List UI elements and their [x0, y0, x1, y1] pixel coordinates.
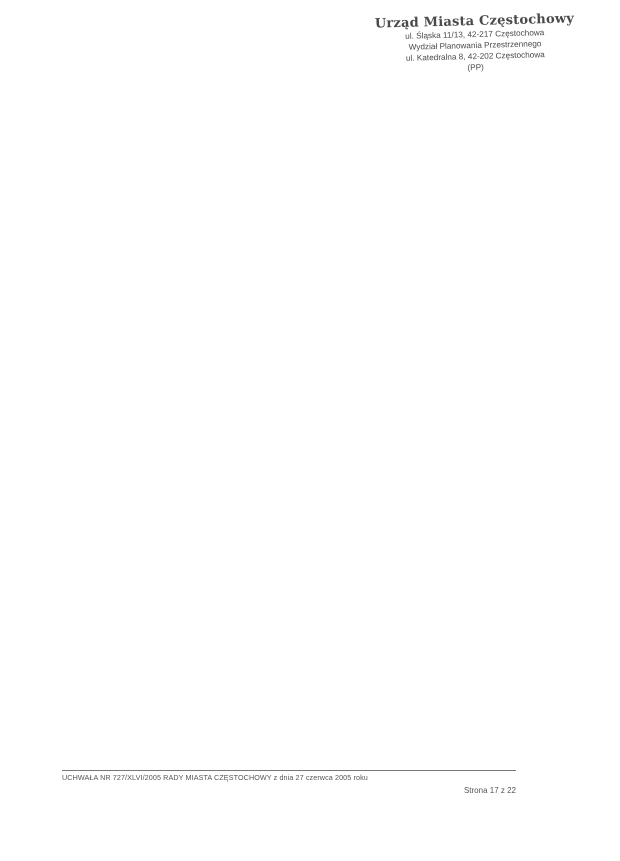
- office-stamp: [359, 11, 590, 76]
- footer-resolution: UCHWAŁA NR 727/XLVI/2005 RADY MIASTA CZĘSTOCHOWY z dnia 27 czerwca 2005 roku: [62, 773, 368, 782]
- stamp-department: Wydział Planowania Przestrzennego: [408, 39, 542, 52]
- stamp-code: (PP): [467, 62, 484, 73]
- footer-divider: [62, 770, 516, 771]
- page-number: Strona 17 z 22: [463, 786, 516, 795]
- stamp-address-2: ul. Katedralna 8, 42-202 Częstochowa: [405, 50, 545, 63]
- stamp-address-1: ul. Śląska 11/13, 42-217 Częstochowa: [405, 28, 545, 41]
- stamp-title: Urząd Miasta Częstochowy: [374, 11, 575, 32]
